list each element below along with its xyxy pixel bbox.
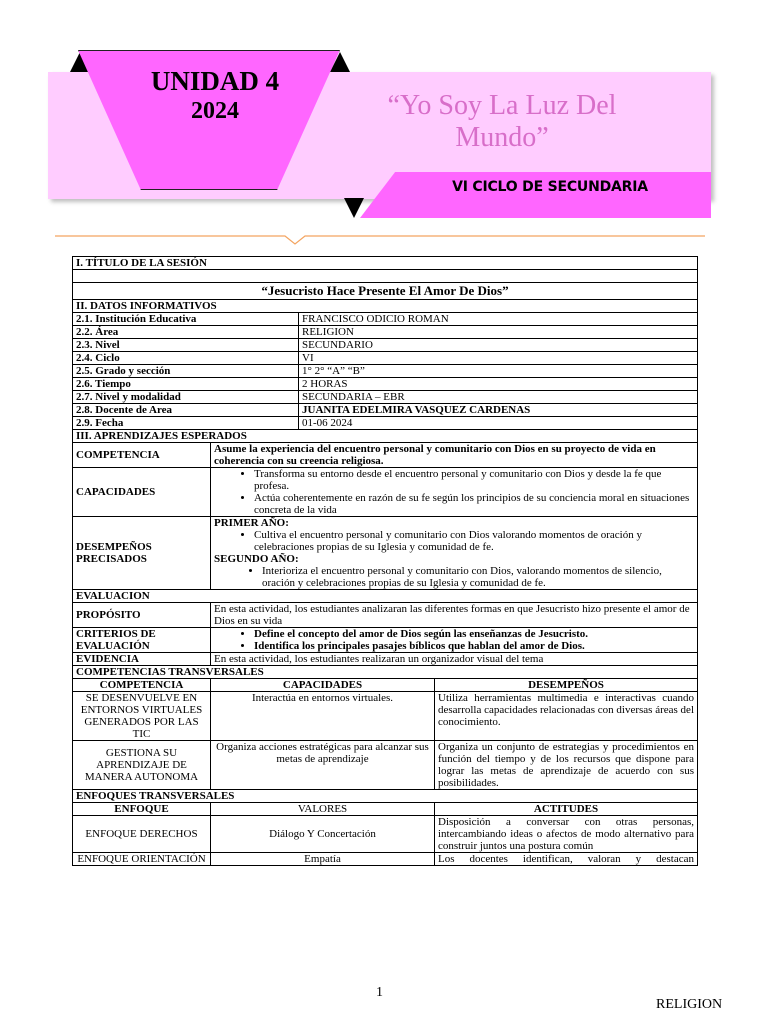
info-row: [73, 417, 698, 430]
capacidades-list-cell: [211, 468, 698, 517]
learning-heading-row: [73, 430, 698, 443]
second-year-list: [214, 565, 694, 589]
valor-cell: Diálogo Y Concertación: [211, 816, 435, 853]
desempeno-cell: Organiza un conjunto de estrategias y procedimientos en función del tiempo y de los recursos que dispone para lograr las metas de aprendizaje de acuerdo con sus posibilidades.: [435, 741, 698, 790]
evidencia-row: [73, 653, 698, 666]
row-label: CAPACIDADES: [73, 468, 211, 517]
banner-corner-bottom: [344, 198, 364, 218]
column-header: ENFOQUE: [73, 803, 211, 816]
criterios-list: [214, 628, 694, 652]
column-header: COMPETENCIA: [73, 679, 211, 692]
proposito-text: En esta actividad, los estudiantes analizaran las diferentes formas en que Jesucristo hizo presente el amor de Dios en su vida: [211, 603, 698, 628]
list-item: • Identifica los principales pasajes bíblicos que hablan del amor de Dios.: [254, 640, 694, 652]
info-label: 2.7. Nivel y modalidad: [73, 391, 299, 404]
table-row: [73, 692, 698, 741]
row-label: EVIDENCIA: [73, 653, 211, 666]
info-value: FRANCISCO ODICIO ROMAN: [299, 313, 698, 326]
competencia-text: Asume la experiencia del encuentro personal y comunitario con Dios en su proyecto de vida en coherencia con su creencia religiosa.: [211, 443, 698, 468]
year-label: PRIMER AÑO:: [214, 517, 289, 529]
row-label: PROPÓSITO: [73, 603, 211, 628]
desempeno-cell: Utiliza herramientas multimedia e interactivas cuando desarrolla capacidades relacionadas con diversas áreas del conocimiento.: [435, 692, 698, 741]
table-header-row: [73, 803, 698, 816]
unit-title: UNIDAD 4: [150, 66, 280, 96]
list-item: • Interioriza el encuentro personal y comunitario con Dios, valorando momentos de silencio, oración y celebraciones propias de su Iglesia y comunidad de fe.: [262, 565, 694, 589]
transversal-approaches-heading-row: [73, 790, 698, 803]
row-label: DESEMPEÑOS PRECISADOS: [73, 517, 211, 590]
column-header: CAPACIDADES: [211, 679, 435, 692]
info-label: 2.5. Grado y sección: [73, 365, 299, 378]
criterios-row: [73, 628, 698, 653]
proposito-row: [73, 603, 698, 628]
column-header: VALORES: [211, 803, 435, 816]
valor-cell: Empatía: [211, 853, 435, 866]
table-row: [73, 816, 698, 853]
enfoque-cell: ENFOQUE ORIENTACIÓN: [73, 853, 211, 866]
info-label: 2.4. Ciclo: [73, 352, 299, 365]
table-row: [73, 853, 698, 866]
column-header: ACTITUDES: [435, 803, 698, 816]
year-label: SEGUNDO AÑO:: [214, 553, 299, 565]
info-row: [73, 313, 698, 326]
info-heading-row: [73, 300, 698, 313]
session-table: [72, 256, 698, 866]
capacidad-cell: Interactúa en entornos virtuales.: [211, 692, 435, 741]
competencia-row: [73, 443, 698, 468]
info-value: 2 HORAS: [299, 378, 698, 391]
transversal-competencies-heading-row: [73, 666, 698, 679]
criterios-cell: [211, 628, 698, 653]
section-title-heading-row: [73, 257, 698, 270]
info-label: 2.6. Tiempo: [73, 378, 299, 391]
info-label: 2.3. Nivel: [73, 339, 299, 352]
unit-motto: “Yo Soy La Luz Del Mundo”: [387, 90, 617, 153]
table-header-row: [73, 679, 698, 692]
desempenos-cell: [211, 517, 698, 590]
info-label: 2.9. Fecha: [73, 417, 299, 430]
info-label: 2.1. Institución Educativa: [73, 313, 299, 326]
info-row: [73, 352, 698, 365]
info-label: 2.2. Área: [73, 326, 299, 339]
enfoque-cell: ENFOQUE DERECHOS: [73, 816, 211, 853]
info-value: VI: [299, 352, 698, 365]
desempenos-row: [73, 517, 698, 590]
footer-label: RELIGION: [656, 997, 723, 1012]
list-item: • Cultiva el encuentro personal y comunitario con Dios valorando momentos de oración y celebraciones propias de su Iglesia y comunidad de fe.: [254, 529, 694, 553]
cycle-label: VI CICLO DE SECUNDARIA: [452, 179, 648, 195]
list-item: • Define el concepto del amor de Dios según las enseñanzas de Jesucristo.: [254, 628, 694, 640]
info-row: [73, 326, 698, 339]
info-value: SECUNDARIO: [299, 339, 698, 352]
info-row: [73, 404, 698, 417]
info-row: [73, 365, 698, 378]
info-value: 1° 2° “A” “B”: [299, 365, 698, 378]
info-row: [73, 378, 698, 391]
competencia-cell: GESTIONA SU APRENDIZAJE DE MANERA AUTONOMA: [73, 741, 211, 790]
section-heading: COMPETENCIAS TRANSVERSALES: [73, 666, 698, 679]
row-label: COMPETENCIA: [73, 443, 211, 468]
info-row: [73, 339, 698, 352]
info-value: JUANITA EDELMIRA VASQUEZ CARDENAS: [299, 404, 698, 417]
spacer-row: [73, 270, 698, 283]
session-title-row: [73, 283, 698, 300]
session-title: “Jesucristo Hace Presente El Amor De Dios”: [73, 283, 698, 300]
page-number: 1: [376, 985, 383, 1000]
section-heading: ENFOQUES TRANSVERSALES: [73, 790, 698, 803]
info-row: [73, 391, 698, 404]
list-item: • Transforma su entorno desde el encuentro personal y comunitario con Dios y desde la fe que profesa.: [254, 468, 694, 492]
capacidades-row: [73, 468, 698, 517]
section-heading: II. DATOS INFORMATIVOS: [73, 300, 698, 313]
row-label: CRITERIOS DE EVALUACIÓN: [73, 628, 211, 653]
evaluation-heading-row: [73, 590, 698, 603]
table-row: [73, 741, 698, 790]
capacidades-list: [214, 468, 694, 516]
section-heading: I. TÍTULO DE LA SESIÓN: [73, 257, 698, 270]
unit-year: 2024: [191, 98, 239, 124]
info-label: 2.8. Docente de Area: [73, 404, 299, 417]
actitud-cell: Disposición a conversar con otras personas, intercambiando ideas o afectos de modo alternativo para construir juntos una postura común: [435, 816, 698, 853]
section-heading: EVALUACION: [73, 590, 698, 603]
info-value: RELIGION: [299, 326, 698, 339]
first-year-list: [214, 529, 694, 553]
actitud-cell: Los docentes identifican, valoran y destacan: [435, 853, 698, 866]
evidencia-text: En esta actividad, los estudiantes realizaran un organizador visual del tema: [211, 653, 698, 666]
competencia-cell: SE DESENVUELVE EN ENTORNOS VIRTUALES GENERADOS POR LAS TIC: [73, 692, 211, 741]
capacidad-cell: Organiza acciones estratégicas para alcanzar sus metas de aprendizaje: [211, 741, 435, 790]
list-item: • Actúa coherentemente en razón de su fe según los principios de su conciencia moral en situaciones concreta de la vida: [254, 492, 694, 516]
info-value: 01-06 2024: [299, 417, 698, 430]
section-heading: III. APRENDIZAJES ESPERADOS: [73, 430, 698, 443]
header-divider: [55, 234, 705, 246]
info-value: SECUNDARIA – EBR: [299, 391, 698, 404]
column-header: DESEMPEÑOS: [435, 679, 698, 692]
